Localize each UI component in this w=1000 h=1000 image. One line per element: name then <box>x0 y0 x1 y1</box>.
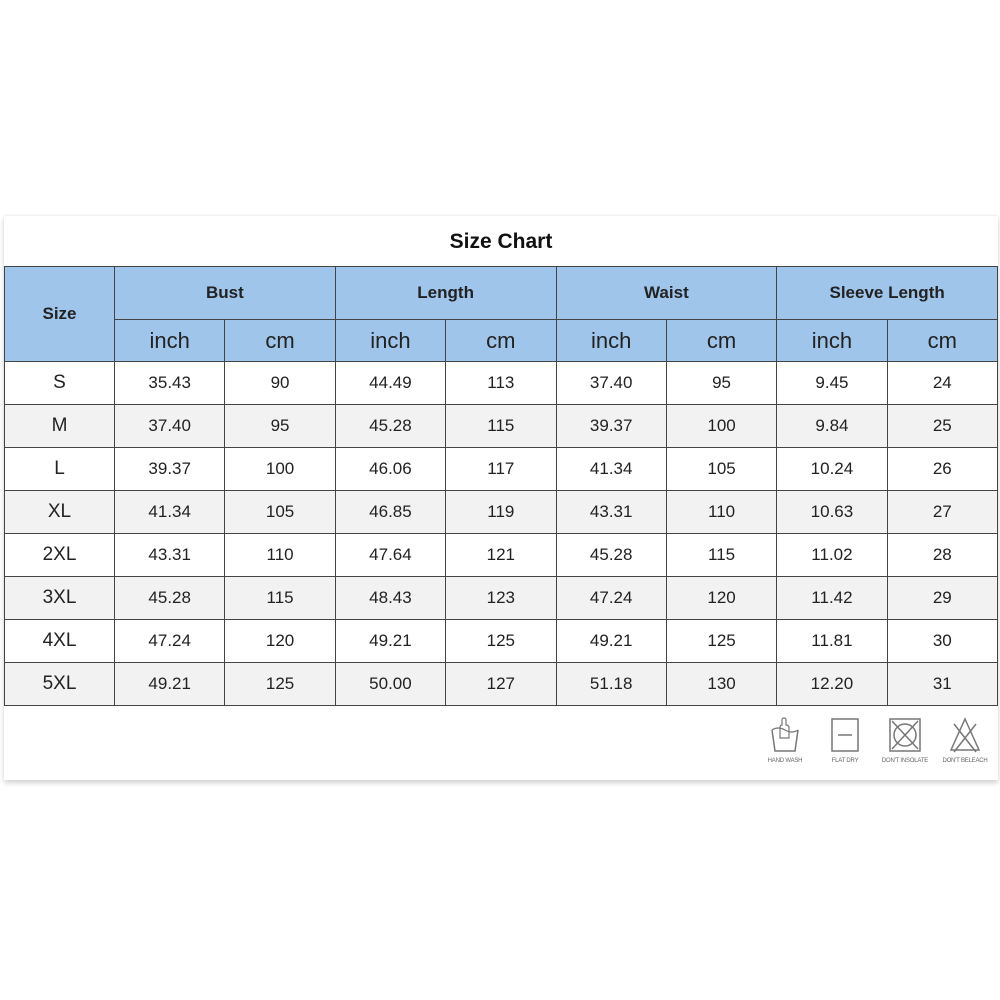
value-cell: 47.24 <box>115 620 225 663</box>
size-cell: 3XL <box>5 577 115 620</box>
value-cell: 46.85 <box>335 491 445 534</box>
size-chart-card <box>4 216 998 780</box>
table-row <box>5 577 998 620</box>
size-header: Size <box>5 267 115 362</box>
value-cell: 39.37 <box>556 405 666 448</box>
table-body <box>5 362 998 706</box>
size-cell: L <box>5 448 115 491</box>
unit-header: inch <box>556 320 666 362</box>
table-row <box>5 405 998 448</box>
hand-wash-icon <box>768 716 802 754</box>
value-cell: 31 <box>887 663 997 706</box>
group-header-bust: Bust <box>115 267 336 320</box>
unit-header: cm <box>666 320 776 362</box>
value-cell: 47.24 <box>556 577 666 620</box>
value-cell: 95 <box>666 362 776 405</box>
value-cell: 125 <box>446 620 556 663</box>
value-cell: 95 <box>225 405 335 448</box>
size-cell: XL <box>5 491 115 534</box>
group-header-sleeve-length: Sleeve Length <box>777 267 998 320</box>
value-cell: 43.31 <box>556 491 666 534</box>
size-cell: M <box>5 405 115 448</box>
value-cell: 39.37 <box>115 448 225 491</box>
value-cell: 45.28 <box>115 577 225 620</box>
value-cell: 12.20 <box>777 663 887 706</box>
value-cell: 130 <box>666 663 776 706</box>
value-cell: 49.21 <box>115 663 225 706</box>
size-cell: 4XL <box>5 620 115 663</box>
value-cell: 25 <box>887 405 997 448</box>
value-cell: 120 <box>225 620 335 663</box>
size-cell: 5XL <box>5 663 115 706</box>
size-cell: S <box>5 362 115 405</box>
care-item-dont-bleach <box>930 716 1000 764</box>
value-cell: 27 <box>887 491 997 534</box>
unit-header: inch <box>115 320 225 362</box>
table-row <box>5 620 998 663</box>
value-cell: 44.49 <box>335 362 445 405</box>
value-cell: 51.18 <box>556 663 666 706</box>
value-cell: 45.28 <box>335 405 445 448</box>
value-cell: 123 <box>446 577 556 620</box>
value-cell: 24 <box>887 362 997 405</box>
table-row <box>5 663 998 706</box>
table-row <box>5 448 998 491</box>
value-cell: 115 <box>446 405 556 448</box>
value-cell: 49.21 <box>556 620 666 663</box>
size-cell: 2XL <box>5 534 115 577</box>
value-cell: 35.43 <box>115 362 225 405</box>
value-cell: 45.28 <box>556 534 666 577</box>
value-cell: 105 <box>225 491 335 534</box>
value-cell: 49.21 <box>335 620 445 663</box>
group-header-waist: Waist <box>556 267 777 320</box>
value-cell: 100 <box>666 405 776 448</box>
value-cell: 127 <box>446 663 556 706</box>
value-cell: 50.00 <box>335 663 445 706</box>
value-cell: 113 <box>446 362 556 405</box>
group-header-length: Length <box>335 267 556 320</box>
value-cell: 10.63 <box>777 491 887 534</box>
value-cell: 28 <box>887 534 997 577</box>
value-cell: 125 <box>666 620 776 663</box>
value-cell: 90 <box>225 362 335 405</box>
table-row <box>5 534 998 577</box>
value-cell: 120 <box>666 577 776 620</box>
value-cell: 11.02 <box>777 534 887 577</box>
value-cell: 43.31 <box>115 534 225 577</box>
unit-header: cm <box>887 320 997 362</box>
value-cell: 29 <box>887 577 997 620</box>
value-cell: 119 <box>446 491 556 534</box>
value-cell: 10.24 <box>777 448 887 491</box>
value-cell: 121 <box>446 534 556 577</box>
size-table <box>4 266 998 706</box>
value-cell: 41.34 <box>556 448 666 491</box>
value-cell: 100 <box>225 448 335 491</box>
value-cell: 115 <box>666 534 776 577</box>
value-cell: 30 <box>887 620 997 663</box>
value-cell: 41.34 <box>115 491 225 534</box>
unit-header: inch <box>777 320 887 362</box>
unit-header: cm <box>446 320 556 362</box>
care-label: HAND WASH <box>767 758 803 764</box>
chart-title: Size Chart <box>449 230 553 253</box>
unit-header: inch <box>335 320 445 362</box>
value-cell: 110 <box>666 491 776 534</box>
value-cell: 26 <box>887 448 997 491</box>
table-row <box>5 362 998 405</box>
value-cell: 11.42 <box>777 577 887 620</box>
value-cell: 117 <box>446 448 556 491</box>
value-cell: 9.45 <box>777 362 887 405</box>
care-label: DON'T BELEACH <box>942 758 988 764</box>
value-cell: 37.40 <box>556 362 666 405</box>
flat-dry-icon <box>830 716 860 754</box>
value-cell: 110 <box>225 534 335 577</box>
value-cell: 125 <box>225 663 335 706</box>
value-cell: 37.40 <box>115 405 225 448</box>
value-cell: 105 <box>666 448 776 491</box>
value-cell: 48.43 <box>335 577 445 620</box>
group-header-row <box>5 267 998 320</box>
table-row <box>5 491 998 534</box>
dont-insolate-icon <box>888 716 922 754</box>
value-cell: 9.84 <box>777 405 887 448</box>
value-cell: 46.06 <box>335 448 445 491</box>
dont-bleach-icon <box>948 716 982 754</box>
care-label: FLAT DRY <box>831 758 859 764</box>
unit-header-row <box>5 320 998 362</box>
unit-header: cm <box>225 320 335 362</box>
value-cell: 11.81 <box>777 620 887 663</box>
value-cell: 47.64 <box>335 534 445 577</box>
care-label: DON'T INSOLATE <box>881 758 929 764</box>
value-cell: 115 <box>225 577 335 620</box>
